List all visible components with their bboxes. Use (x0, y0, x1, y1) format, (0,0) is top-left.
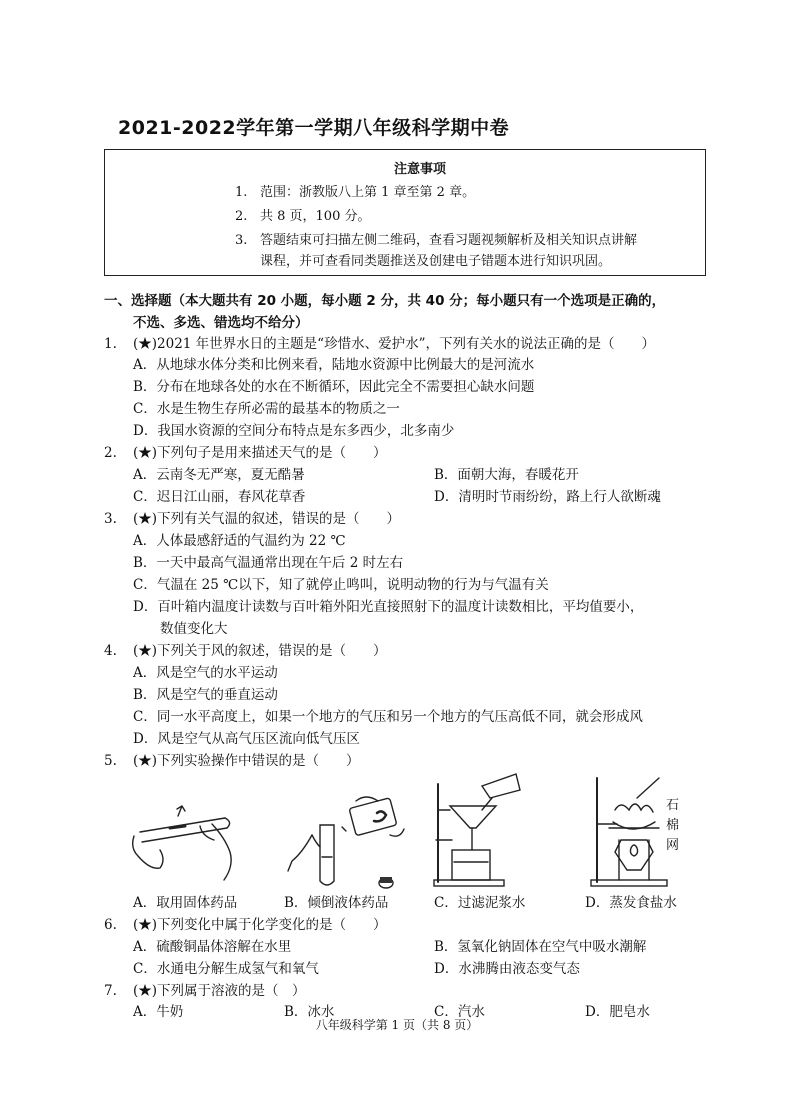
option-d-continuation: 数值变化大 (160, 621, 228, 637)
option-d: D．清明时节雨纷纷，路上行人欲断魂 (434, 489, 661, 505)
section-heading: 一、选择题（本大题共有 20 小题，每小题 2 分，共 40 分；每小题只有一个选项是正确的， (104, 293, 666, 309)
option-b: B．冰水 (284, 1004, 335, 1020)
option-a: A．取用固体药品 (133, 895, 238, 911)
question-number: 3. (104, 511, 117, 527)
question-number: 4. (104, 643, 117, 659)
figure-label: 网 (666, 838, 680, 853)
solid-reagent-figure (130, 800, 245, 890)
notice-item-text: 范围：浙教版八上第 1 章至第 2 章。 (260, 185, 476, 200)
question-number: 1. (104, 336, 117, 352)
notice-item-number: 3. (235, 233, 248, 248)
option-d: D．风是空气从高气压区流向低气压区 (133, 731, 360, 747)
option-c: C．过滤泥浆水 (434, 895, 526, 911)
page-footer: 八年级科学第 1 页（共 8 页） (315, 1018, 479, 1032)
notice-item (235, 181, 475, 200)
notice-item-continuation: 课程，并可查看同类题推送及创建电子错题本进行知识巩固。 (260, 254, 612, 269)
option-c: C．水通电分解生成氢气和氧气 (133, 961, 319, 977)
option-b: B．面朝大海，春暖花开 (434, 467, 579, 483)
question-number: 6. (104, 917, 117, 933)
notice-box (104, 149, 706, 276)
option-a: A．硫酸铜晶体溶解在水里 (133, 939, 292, 955)
notice-item (235, 205, 370, 224)
figure-label: 石 (666, 798, 680, 813)
option-d: D．百叶箱内温度计读数与百叶箱外阳光直接照射下的温度计读数相比，平均值要小， (133, 599, 644, 615)
option-c: C．气温在 25 ℃以下，知了就停止鸣叫，说明动物的行为与气温有关 (133, 577, 549, 593)
section-heading-cont: 不选、多选、错选均不给分） (133, 315, 309, 331)
option-a: A．云南冬无严寒，夏无酷暑 (133, 467, 305, 483)
question-number: 7. (104, 983, 117, 999)
option-b: B．风是空气的垂直运动 (133, 687, 278, 703)
notice-item-text: 答题结束可扫描左侧二维码，查看习题视频解析及相关知识点讲解 (260, 233, 638, 248)
option-d: D．我国水资源的空间分布特点是东多西少，北多南少 (133, 423, 455, 439)
option-d: D．水沸腾由液态变气态 (434, 961, 580, 977)
pour-liquid-figure (282, 795, 412, 895)
notice-item-number: 2. (235, 209, 248, 224)
option-c: C．同一水平高度上，如果一个地方的气压和另一个地方的气压高低不同，就会形成风 (133, 709, 643, 725)
option-b: B．分布在地球各处的水在不断循环，因此完全不需要担心缺水问题 (133, 379, 535, 395)
filtration-figure (430, 770, 525, 890)
option-d: D．肥皂水 (585, 1004, 650, 1020)
option-b: B．倾倒液体药品 (284, 895, 389, 911)
question-stem: (★)下列句子是用来描述天气的是（ ） (133, 445, 387, 461)
option-a: A．从地球水体分类和比例来看，陆地水资源中比例最大的是河流水 (133, 357, 535, 373)
notice-item-number: 1. (235, 185, 248, 200)
option-a: A．人体最感舒适的气温约为 22 ℃ (133, 533, 346, 549)
notice-item-text: 共 8 页，100 分。 (260, 209, 371, 224)
question-stem: (★)2021 年世界水日的主题是“珍惜水、爱护水”，下列有关水的说法正确的是（ ） (133, 336, 655, 352)
question-number: 5. (104, 753, 117, 769)
question-stem: (★)下列变化中属于化学变化的是（ ） (133, 917, 387, 933)
option-b: B．氢氧化钠固体在空气中吸水潮解 (434, 939, 647, 955)
question-stem: (★)下列有关气温的叙述，错误的是（ ） (133, 511, 401, 527)
question-stem: (★)下列关于风的叙述，错误的是（ ） (133, 643, 387, 659)
question-stem: (★)下列属于溶液的是（ ） (133, 983, 306, 999)
notice-heading: 注意事项 (393, 162, 446, 177)
option-a: A．风是空气的水平运动 (133, 665, 278, 681)
figure-label: 棉 (666, 818, 680, 833)
question-number: 2. (104, 445, 117, 461)
option-c: C．汽水 (434, 1004, 485, 1020)
option-c: C．迟日江山丽，春风花草香 (133, 489, 306, 505)
option-a: A．牛奶 (133, 1004, 184, 1020)
option-b: B．一天中最高气温通常出现在午后 2 时左右 (133, 555, 404, 571)
question-stem: (★)下列实验操作中错误的是（ ） (133, 753, 360, 769)
option-c: C．水是生物生存所必需的最基本的物质之一 (133, 401, 400, 417)
page-title: 2021-2022学年第一学期八年级科学期中卷 (118, 117, 510, 139)
option-d: D．蒸发食盐水 (585, 895, 677, 911)
notice-item (235, 229, 637, 248)
